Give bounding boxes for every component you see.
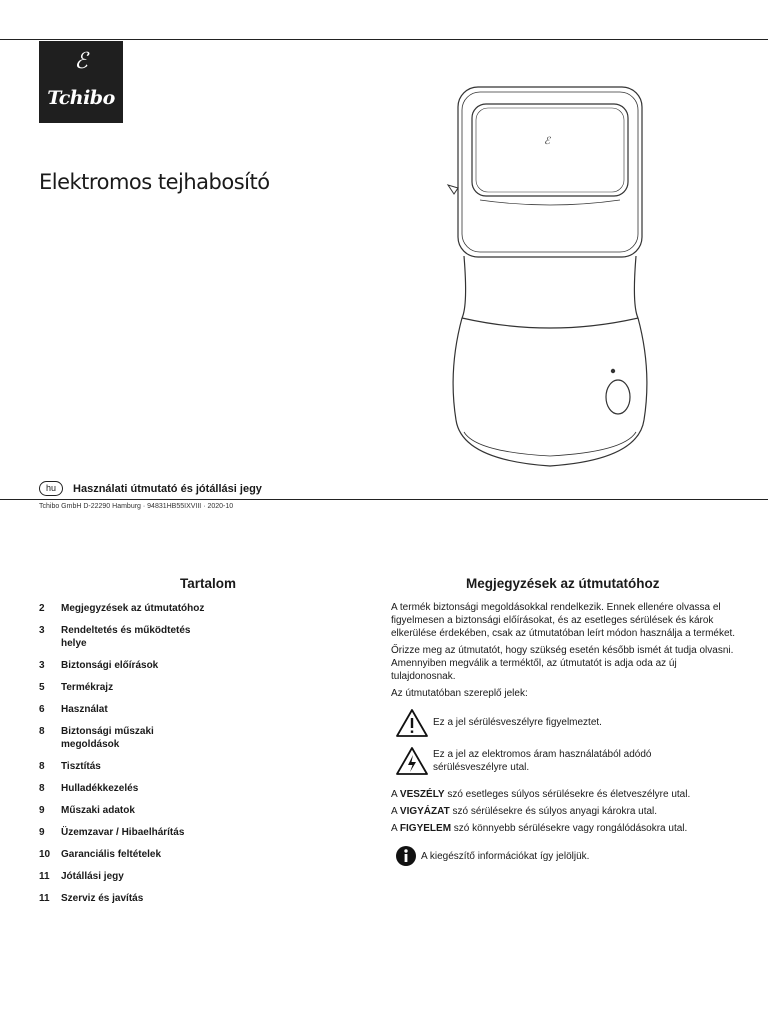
notes-paragraph-1: A termék biztonsági megoldásokkal rendelkezik. Ennek ellenére olvassa el figyelmesen a biztonsági előírásokat, és az esetleges sérülések és károk elkerülése érdekében, csak az útmutatóban leírt módon használja a terméket. (391, 602, 736, 639)
manual-label: Használati útmutató és jótállási jegy (73, 482, 262, 495)
toc-item[interactable] (39, 826, 239, 839)
language-badge: hu (39, 481, 63, 496)
toc-item[interactable] (39, 782, 239, 795)
toc-item[interactable] (39, 681, 239, 694)
toc-page-number: 6 (39, 704, 45, 715)
toc-page-number: 5 (39, 682, 45, 693)
toc-item-title: Tisztítás (61, 761, 101, 772)
toc-item-title: Rendeltetés és működtetés helye (61, 625, 191, 649)
toc-item[interactable] (39, 848, 239, 861)
toc-item-title: Biztonsági előírások (61, 660, 159, 671)
toc-page-number: 9 (39, 827, 45, 838)
toc-item[interactable] (39, 870, 239, 883)
toc-item-title: Biztonsági műszaki megoldások (61, 726, 154, 750)
electric-symbol-row (391, 746, 736, 776)
toc-item-title: Üzemzavar / Hibaelhárítás (61, 827, 185, 838)
footer-rule (0, 499, 768, 500)
warning-symbol-text: Ez a jel sérülésveszélyre figyelmeztet. (433, 717, 602, 728)
toc-item[interactable] (39, 703, 239, 716)
toc-item-title: Garanciális feltételek (61, 849, 162, 860)
signal-word-rest: szó esetleges súlyos sérülésekre és életveszélyre utal. (444, 789, 691, 800)
toc-page-number: 10 (39, 849, 51, 860)
toc-page-number: 8 (39, 783, 45, 794)
logo-wordmark: Tchibo (47, 87, 115, 109)
signal-word-word: VIGYÁZAT (399, 806, 450, 817)
notes-paragraph-2: Őrizze meg az útmutatót, hogy szükség esetén később ismét át tudja olvasni. Amennyiben megválik a terméktől, az útmutatót is adja oda az új tulajdonosnak. (391, 645, 734, 682)
toc-page-number: 11 (39, 871, 50, 882)
toc-item-title: Megjegyzések az útmutatóhoz (61, 603, 205, 614)
symbols-intro: Az útmutatóban szereplő jelek: (391, 688, 528, 699)
toc-page-number: 8 (39, 726, 45, 737)
toc-page-number: 2 (39, 603, 45, 614)
electric-symbol-text: Ez a jel az elektromos áram használatából adódó sérülésveszélyre utal. (433, 749, 652, 773)
toc-page-number: 3 (39, 625, 45, 636)
toc-item-title: Műszaki adatok (61, 805, 135, 816)
toc-heading: Tartalom (180, 576, 237, 591)
notes-section (391, 601, 736, 867)
coffee-bean-mark-icon: ℰ (74, 49, 88, 74)
document-title: Elektromos tejhabosító (39, 170, 270, 194)
toc-item[interactable] (39, 659, 239, 672)
signal-word-prefix: A (391, 789, 400, 800)
toc-item[interactable] (39, 725, 239, 751)
signal-word-prefix: A (391, 806, 400, 817)
warning-triangle-icon (395, 708, 429, 738)
toc-item[interactable] (39, 624, 239, 650)
signal-word-rest: szó könnyebb sérülésekre vagy rongálódásokra utal. (451, 823, 688, 834)
milk-frother-illustration (440, 80, 660, 485)
toc-page-number: 9 (39, 805, 45, 816)
signal-word-rest: szó sérülésekre és súlyos anyagi károkra utal. (449, 806, 658, 817)
toc-item-title: Szerviz és javítás (61, 893, 144, 904)
table-of-contents (39, 602, 239, 914)
notes-heading: Megjegyzések az útmutatóhoz (466, 576, 660, 591)
top-rule (0, 39, 768, 40)
info-icon (395, 845, 417, 867)
signal-words (391, 788, 736, 835)
toc-page-number: 8 (39, 761, 45, 772)
signal-word-word: VESZÉLY (399, 789, 445, 800)
signal-word-word: FIGYELEM (399, 823, 452, 834)
imprint: Tchibo GmbH D-22290 Hamburg · 94831HB55IXVIII · 2020-10 (39, 503, 234, 510)
signal-word-prefix: A (391, 823, 400, 834)
toc-page-number: 3 (39, 660, 45, 671)
toc-item[interactable] (39, 892, 239, 905)
manual-label-line (39, 481, 262, 496)
signal-word-line (391, 805, 736, 818)
toc-item-title: Hulladékkezelés (61, 783, 139, 794)
toc-item-title: Termékrajz (61, 682, 114, 693)
toc-item[interactable] (39, 760, 239, 773)
toc-item-title: Használat (61, 704, 108, 715)
electric-hazard-icon (395, 746, 429, 776)
toc-item[interactable] (39, 602, 239, 615)
toc-item-title: Jótállási jegy (61, 871, 124, 882)
info-symbol-text: A kiegészítő információkat így jelöljük. (421, 850, 590, 862)
toc-page-number: 11 (39, 893, 50, 904)
signal-word-line (391, 788, 736, 801)
tchibo-logo (39, 41, 123, 123)
info-symbol-row (391, 845, 736, 867)
lid-logo-icon: ℰ (544, 136, 551, 147)
toc-item[interactable] (39, 804, 239, 817)
warning-symbol-row (391, 708, 736, 738)
signal-word-line (391, 822, 736, 835)
